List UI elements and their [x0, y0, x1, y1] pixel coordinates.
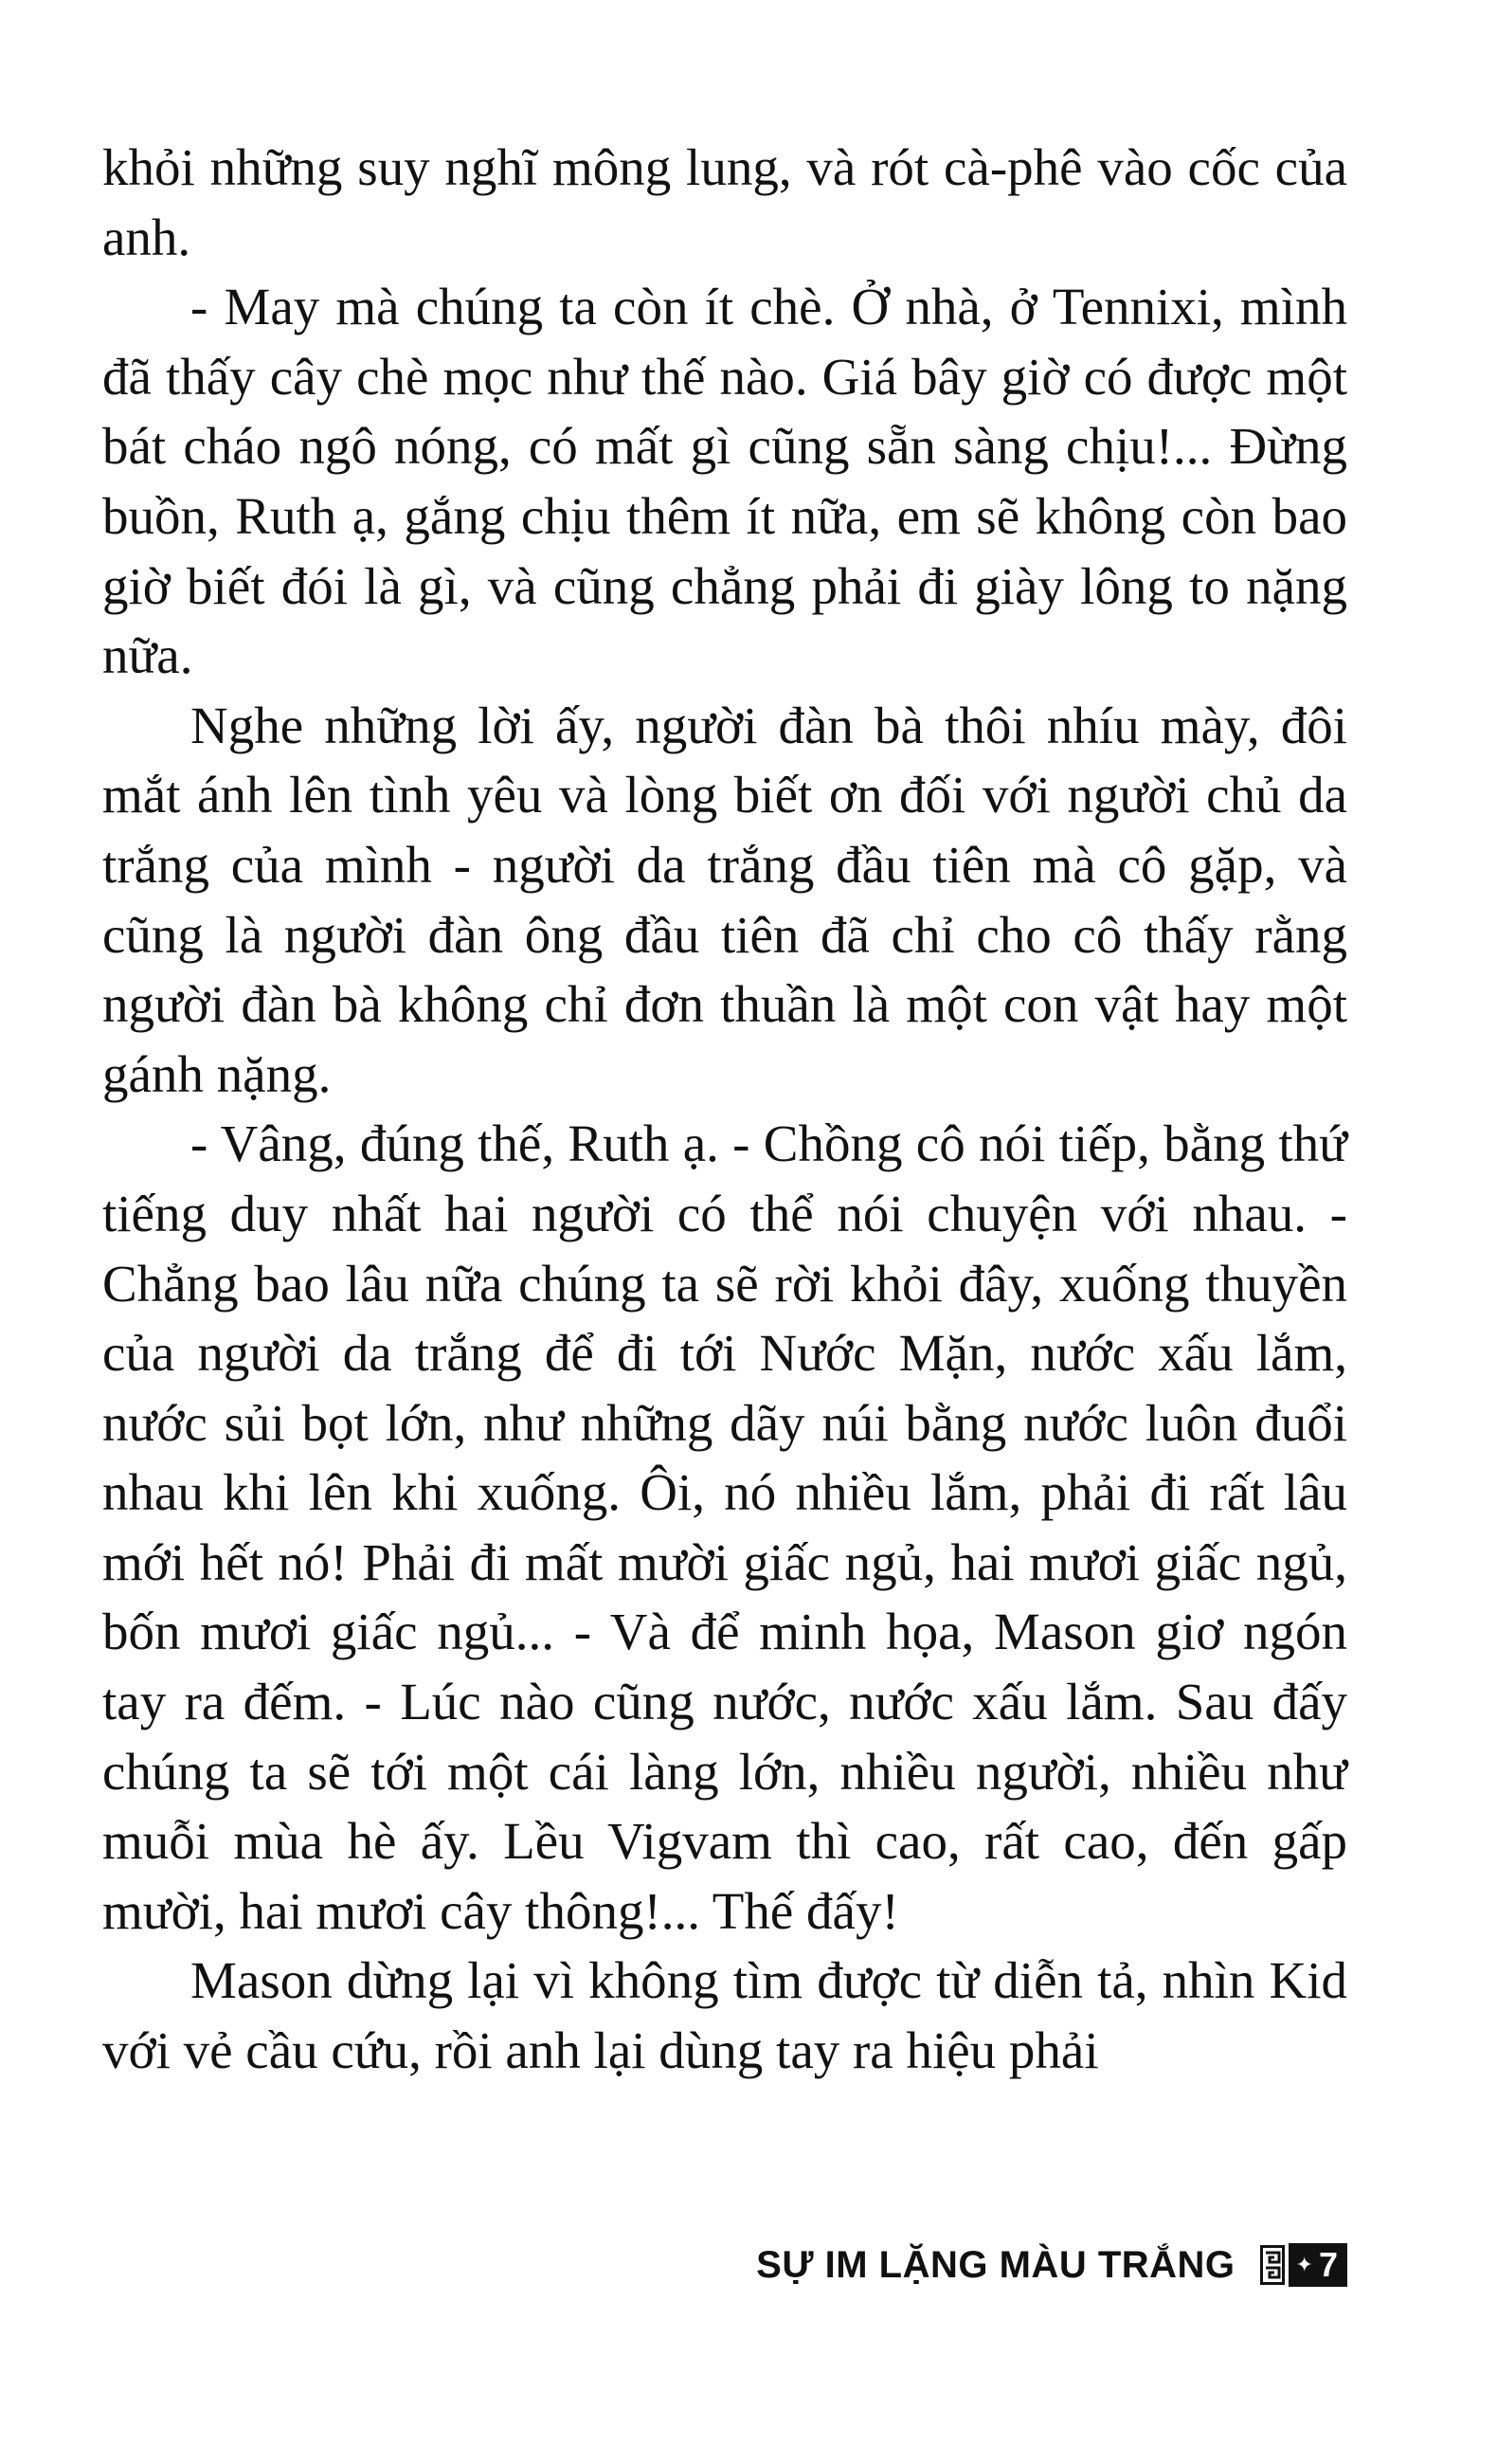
star-icon: ✦ [1295, 2253, 1313, 2276]
page-number: 7 [1318, 2245, 1338, 2284]
greek-key-ornament-icon [1260, 2245, 1285, 2285]
running-title: SỰ IM LẶNG MÀU TRẮNG [756, 2243, 1235, 2286]
book-page-text [102, 133, 1347, 2086]
page-number-box [1289, 2243, 1347, 2287]
page-footer [102, 2237, 1347, 2293]
paragraph-continuation: khỏi những suy nghĩ mông lung, và rót cà-phê vào cốc của anh. [102, 138, 1347, 266]
paragraph-narration-2: Mason dừng lại vì không tìm được từ diễn tả, nhìn Kid với vẻ cầu cứu, rồi anh lại dùng tay ra hiệu phải [102, 1951, 1347, 2080]
paragraph-dialogue-1: - May mà chúng ta còn ít chè. Ở nhà, ở Tennixi, mình đã thấy cây chè mọc như thế nào. Giá bây giờ có được một bát cháo ngô nóng, có mất gì cũng sẵn sàng chịu!... Đừng buồn, Ruth ạ, gắng chịu thêm ít nữa, em sẽ không còn bao giờ biết đói là gì, và cũng chẳng phải đi giày lông to nặng nữa. [102, 278, 1347, 685]
paragraph-narration-1: Nghe những lời ấy, người đàn bà thôi nhíu mày, đôi mắt ánh lên tình yêu và lòng biết ơn đối với người chủ da trắng của mình - người da trắng đầu tiên mà cô gặp, và cũng là người đàn ông đầu tiên đã chỉ cho cô thấy rằng người đàn bà không chỉ đơn thuần là một con vật hay một gánh nặng. [102, 696, 1347, 1103]
paragraph-dialogue-2: - Vâng, đúng thế, Ruth ạ. - Chồng cô nói tiếp, bằng thứ tiếng duy nhất hai người có thể nói chuyện với nhau. - Chẳng bao lâu nữa chúng ta sẽ rời khỏi đây, xuống thuyền của người da trắng để đi tới Nước Mặn, nước xấu lắm, nước sủi bọt lớn, như những dãy núi bằng nước luôn đuổi nhau khi lên khi xuống. Ôi, nó nhiều lắm, phải đi rất lâu mới hết nó! Phải đi mất mười giấc ngủ, hai mươi giấc ngủ, bốn mươi giấc ngủ... - Và để minh họa, Mason giơ ngón tay ra đếm. - Lúc nào cũng nước, nước xấu lắm. Sau đấy chúng ta sẽ tới một cái làng lớn, nhiều người, nhiều như muỗi mùa hè ấy. Lều Vigvam thì cao, rất cao, đến gấp mười, hai mươi cây thông!... Thế đấy! [102, 1114, 1347, 1940]
